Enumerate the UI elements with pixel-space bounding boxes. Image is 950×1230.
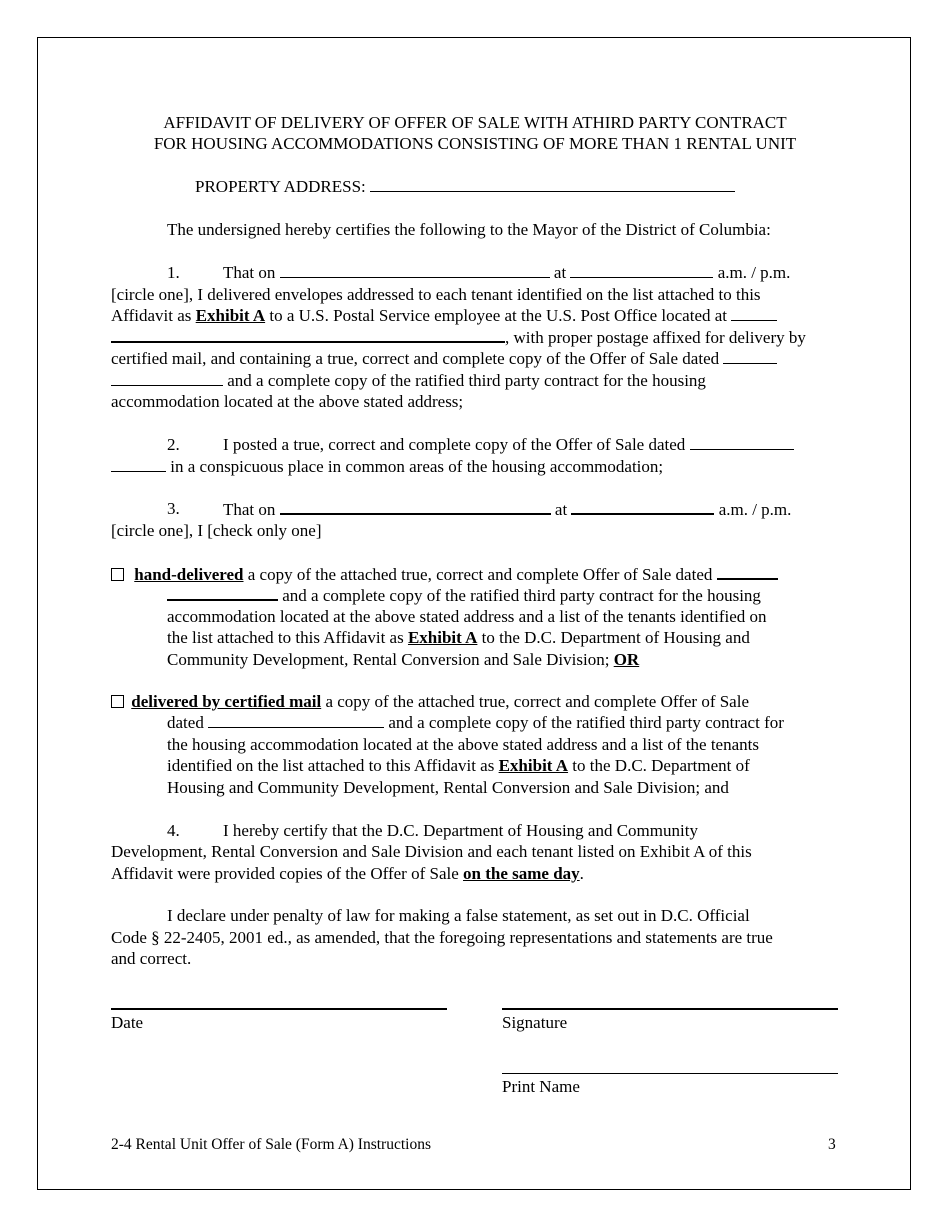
item3-num: 3. (167, 499, 180, 518)
item2-num: 2. (167, 435, 180, 454)
item4-line2: Development, Rental Conversion and Sale Division and each tenant listed on Exhibit A of this (111, 842, 752, 861)
item1-exhibit-a: Exhibit A (195, 306, 266, 325)
certified-mail-label: delivered by certified mail (131, 692, 322, 711)
option-b-l4a: identified on the list attached to this Affidavit as (167, 756, 495, 775)
option-b-line1 (111, 691, 749, 712)
item1-l3a: Affidavit as (111, 306, 192, 325)
date-line[interactable] (111, 1008, 447, 1010)
item2-l2: in a conspicuous place in common areas of the housing accommodation; (170, 457, 664, 476)
item2-date-field-2[interactable] (111, 456, 166, 472)
property-address-row (195, 176, 735, 197)
item1-post-office-field[interactable] (731, 305, 777, 321)
option-a-l5: Community Development, Rental Conversion and Sale Division; (167, 650, 610, 669)
item1-offer-date-field[interactable] (723, 348, 777, 364)
item1-post-office-field-2[interactable] (111, 326, 505, 343)
option-a-exhibit-a: Exhibit A (407, 628, 478, 647)
item4-num: 4. (167, 821, 180, 840)
item1-l6: and a complete copy of the ratified third party contract for the housing (227, 371, 706, 390)
page-number: 3 (828, 1136, 836, 1153)
option-b-date-field[interactable] (208, 712, 384, 728)
item1-line3 (111, 305, 777, 326)
option-a-l2: and a complete copy of the ratified third party contract for the housing (282, 586, 761, 605)
item3-that-on: That on (223, 500, 276, 519)
date-label: Date (111, 1013, 144, 1032)
print-name-line[interactable] (502, 1073, 838, 1074)
option-a-line5 (167, 649, 639, 670)
option-a-or: OR (613, 650, 640, 669)
item4-l3b: . (579, 864, 584, 883)
item1-offer-date-field-2[interactable] (111, 370, 223, 386)
certified-mail-checkbox[interactable] (111, 695, 124, 708)
option-a-date-field[interactable] (717, 563, 778, 580)
hand-delivered-label: hand-delivered (134, 565, 244, 584)
option-a-date-field-2[interactable] (167, 584, 278, 601)
item3-ampm: a.m. / p.m. (718, 500, 792, 519)
option-a-line4 (167, 627, 750, 648)
property-address-label: PROPERTY ADDRESS: (195, 177, 366, 196)
signature-label: Signature (502, 1013, 568, 1032)
hand-delivered-checkbox[interactable] (111, 568, 124, 581)
option-a-line1 (111, 563, 778, 585)
item1-l5: certified mail, and containing a true, correct and complete copy of the Offer of Sale dated (111, 349, 720, 368)
item1-line6 (111, 370, 706, 391)
item1-ampm: a.m. / p.m. (717, 263, 791, 282)
declaration-line2: Code § 22-2405, 2001 ed., as amended, that the foregoing representations and statements are true (111, 928, 773, 947)
option-a-l4a: the list attached to this Affidavit as (167, 628, 404, 647)
item4-line3 (111, 863, 584, 884)
item4-same-day: on the same day (463, 864, 580, 883)
item1-l3b: to a U.S. Postal Service employee at the U.S. Post Office located at (269, 306, 728, 325)
item1-time-field[interactable] (570, 262, 713, 278)
intro-text: The undersigned hereby certifies the following to the Mayor of the District of Columbia: (167, 220, 771, 239)
item1-l4: , with proper postage affixed for delivery by (505, 328, 806, 347)
item1-line5 (111, 348, 777, 369)
print-name-label: Print Name (502, 1077, 580, 1096)
option-a-l4b: to the D.C. Department of Housing and (481, 628, 750, 647)
option-b-l4b: to the D.C. Department of (572, 756, 750, 775)
item1-that-on: That on (223, 263, 276, 282)
item2-date-field[interactable] (690, 434, 794, 450)
item2-line2 (111, 456, 663, 477)
footer-text: 2-4 Rental Unit Offer of Sale (Form A) Instructions (111, 1136, 431, 1153)
option-b-line3: the housing accommodation located at the above stated address and a list of the tenants (167, 735, 759, 754)
item3-date-field[interactable] (280, 498, 551, 515)
item3-line1 (223, 498, 791, 520)
item1-line1 (223, 262, 790, 283)
option-a-l1: a copy of the attached true, correct and complete Offer of Sale dated (247, 565, 713, 584)
option-a-line2 (167, 584, 761, 606)
item2-line1 (223, 434, 794, 455)
declaration-line1: I declare under penalty of law for making a false statement, as set out in D.C. Official (167, 906, 750, 925)
title-line-2: FOR HOUSING ACCOMMODATIONS CONSISTING OF MORE THAN 1 RENTAL UNIT (153, 134, 797, 153)
item1-line7: accommodation located at the above stated address; (111, 392, 464, 411)
item3-at: at (554, 500, 568, 519)
option-b-l2a: dated (167, 713, 204, 732)
option-b-line5: Housing and Community Development, Rental Conversion and Sale Division; and (167, 778, 729, 797)
item3-time-field[interactable] (571, 498, 714, 515)
item4-line1: I hereby certify that the D.C. Department of Housing and Community (223, 821, 698, 840)
option-b-exhibit-a: Exhibit A (498, 756, 569, 775)
property-address-field[interactable] (370, 176, 735, 192)
signature-line[interactable] (502, 1008, 838, 1010)
item4-l3a: Affidavit were provided copies of the Offer of Sale (111, 864, 459, 883)
item1-date-field[interactable] (280, 262, 550, 278)
title-line-1: AFFIDAVIT OF DELIVERY OF OFFER OF SALE WITH ATHIRD PARTY CONTRACT (163, 113, 787, 132)
item1-line4 (111, 326, 806, 348)
declaration-line3: and correct. (111, 949, 192, 968)
item2-l1: I posted a true, correct and complete copy of the Offer of Sale dated (223, 435, 686, 454)
option-b-line4 (167, 755, 750, 776)
item1-num: 1. (167, 263, 180, 282)
option-b-line2 (167, 712, 784, 733)
item1-line2: [circle one], I delivered envelopes addressed to each tenant identified on the list attached to this (111, 285, 761, 304)
option-b-l2b: and a complete copy of the ratified third party contract for (388, 713, 784, 732)
option-a-line3: accommodation located at the above stated address and a list of the tenants identified on (167, 607, 767, 626)
item3-line2: [circle one], I [check only one] (111, 521, 322, 540)
option-b-l1: a copy of the attached true, correct and complete Offer of Sale (325, 692, 749, 711)
item1-at: at (553, 263, 567, 282)
